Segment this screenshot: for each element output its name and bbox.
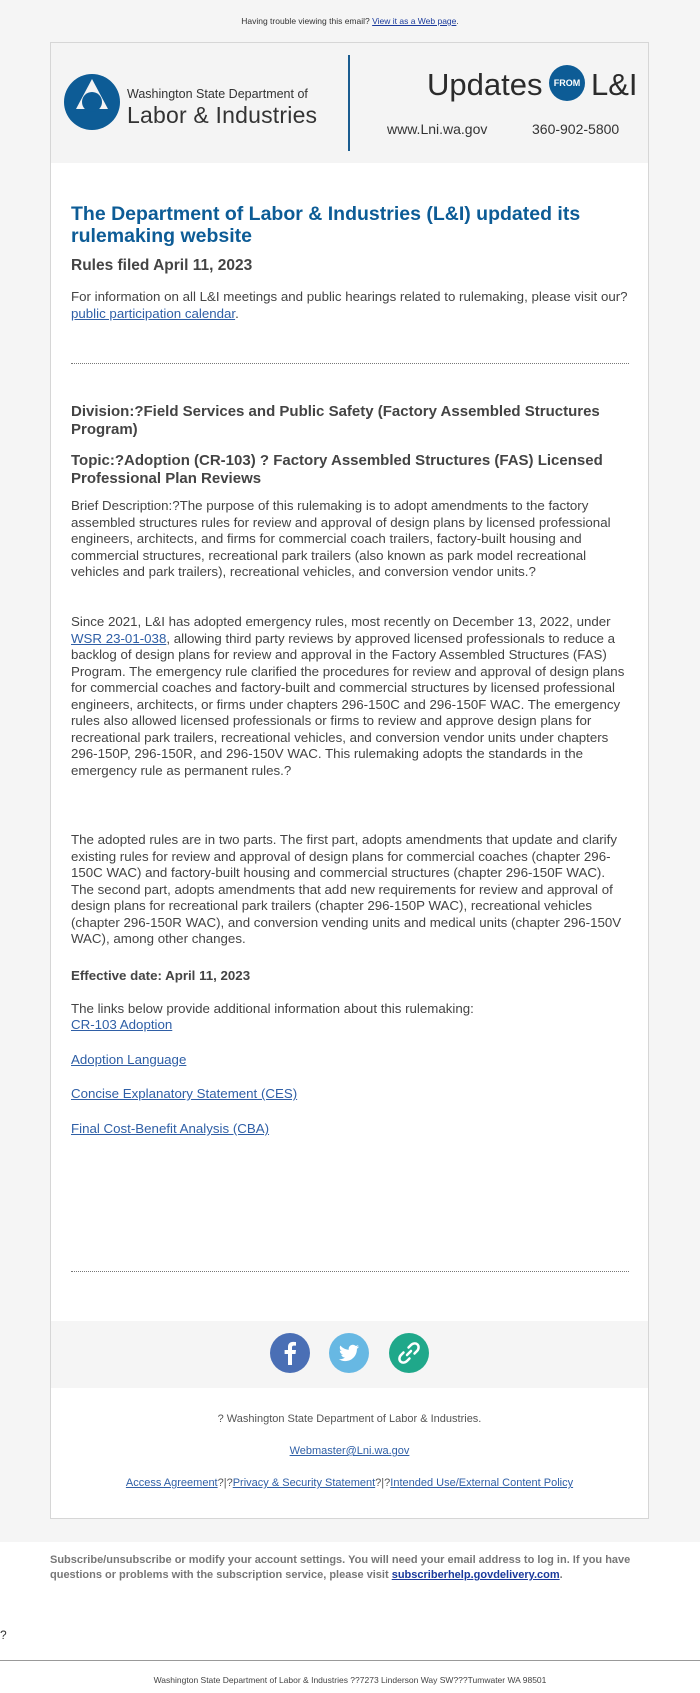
website-text: www.Lni.wa.gov bbox=[387, 121, 488, 137]
lni-title: L&I bbox=[591, 67, 638, 102]
subscription-notice: Subscribe/unsubscribe or modify your account settings. You will need your email address to log in. If you have questions or problems with the subscription service, please visit subscriberhelp.govdelivery.com. bbox=[50, 1554, 631, 1581]
adopted-rules-paragraph: The adopted rules are in two parts. The first part, adopts amendments that update and clarify existing rules for review and approval of design plans for commercial coaches (chapter 296-150C WAC) and factory-built housing and commercial structures (chapter 296-150F WAC). The second part, adopts amendments that add new requirements for review and approval of design plans for recreational park trailers (chapter 296-150P WAC), recreational vehicles (chapter 296-150R WAC), and conversion vending units and medical units (chapter 296-150V WAC), among other changes. bbox=[71, 832, 622, 946]
twitter-icon bbox=[329, 1333, 369, 1373]
facebook-icon bbox=[270, 1333, 310, 1373]
subscriber-help-link[interactable]: subscriberhelp.govdelivery.com bbox=[391, 1569, 560, 1581]
logo-agency-text: Labor & Industries bbox=[127, 102, 318, 128]
view-web-page-link[interactable]: View it as a Web page bbox=[372, 16, 457, 26]
privacy-statement-link[interactable]: Privacy & Security Statement bbox=[232, 1477, 376, 1489]
email-header bbox=[51, 43, 648, 163]
phone-text: 360-902-5800 bbox=[532, 121, 620, 137]
agency-address: Washington State Department of Labor & Industries ??7273 Linderson Way SW???Tumwater WA 98501 bbox=[153, 1675, 547, 1685]
public-participation-calendar-link[interactable]: public participation calendar bbox=[71, 305, 236, 321]
wsr-link[interactable]: WSR 23-01-038 bbox=[71, 630, 167, 646]
webmaster-link[interactable]: Webmaster@Lni.wa.gov bbox=[289, 1445, 410, 1457]
twitter-button[interactable] bbox=[329, 1333, 369, 1373]
copyright: ? Washington State Department of Labor & Industries. bbox=[217, 1413, 482, 1425]
lni-logo-icon bbox=[63, 73, 121, 131]
divider bbox=[71, 363, 629, 364]
stray-character: ? bbox=[0, 1628, 7, 1642]
from-badge: FROM bbox=[549, 65, 585, 101]
rules-filed-heading: Rules filed April 11, 2023 bbox=[71, 257, 253, 274]
link-icon bbox=[389, 1333, 429, 1373]
ces-link[interactable]: Concise Explanatory Statement (CES) bbox=[71, 1086, 298, 1101]
calendar-paragraph: For information on all L&I meetings and public hearings related to rulemaking, please visit our?public participation calendar. bbox=[71, 289, 628, 321]
intended-use-link[interactable]: Intended Use/External Content Policy bbox=[390, 1477, 574, 1489]
division-heading: Division:?Field Services and Public Safety (Factory Assembled Structures Program) bbox=[71, 403, 600, 438]
rulemaking-link-cba bbox=[71, 1121, 629, 1138]
topic-heading: Topic:?Adoption (CR-103) ? Factory Assembled Structures (FAS) Licensed Professional Plan Reviews bbox=[71, 452, 603, 487]
links-intro: The links below provide additional information about this rulemaking: bbox=[71, 1001, 474, 1016]
logo-department-text: Washington State Department of bbox=[127, 87, 308, 101]
cr-103-adoption-link[interactable]: CR-103 Adoption bbox=[71, 1017, 173, 1032]
divider bbox=[71, 1271, 629, 1272]
rulemaking-link-language bbox=[71, 1052, 629, 1069]
effective-date: Effective date: April 11, 2023 bbox=[71, 968, 251, 983]
adoption-language-link[interactable]: Adoption Language bbox=[71, 1052, 187, 1067]
rulemaking-link-cr103 bbox=[71, 1017, 629, 1034]
header-divider bbox=[348, 55, 350, 151]
access-agreement-link[interactable]: Access Agreement bbox=[125, 1477, 218, 1489]
webmaster-row bbox=[51, 1445, 648, 1457]
facebook-button[interactable] bbox=[270, 1333, 310, 1373]
emergency-rules-paragraph: Since 2021, L&I has adopted emergency rules, most recently on December 13, 2022, under WSR 23-01-038, allowing third party reviews by approved licensed professionals to reduce a backlog of design plans for review and approval in the Factory Assembled Structures (FAS) Program. The emergency rule clarified the procedures for review and approval of design plans for commercial coaches and factory-built and commercial structures by licensed professional engineers, architects, or firms under chapters 296-150C and 296-150F WAC. The emergency rules also allowed licensed professionals or firms to review and approve design plans for recreational park trailers, recreational vehicles, and conversion vendor units under chapters 296-150P, 296-150R, and 296-150V WAC. This rulemaking adopts the standards in the emergency rule as permanent rules.? bbox=[71, 614, 625, 778]
intro-section bbox=[71, 203, 629, 247]
rulemaking-link-ces bbox=[71, 1086, 629, 1103]
cba-link[interactable]: Final Cost-Benefit Analysis (CBA) bbox=[71, 1121, 270, 1136]
bottom-divider bbox=[0, 1660, 700, 1661]
brief-description: Brief Description:?The purpose of this rulemaking is to adopt amendments to the factory assembled structures rules for review and approval of design plans by licensed professional engineers, architects, and firms for commercial coach trailers, factory-built housing and commercial structures, recreational park trailers (also known as park model recreational vehicles and park trailers), recreational vehicles, and conversion vendor units.? bbox=[71, 498, 611, 579]
share-link-button[interactable] bbox=[389, 1333, 429, 1373]
page-title: The Department of Labor & Industries (L&I) updated its rulemaking website bbox=[71, 203, 581, 247]
policy-links: Access Agreement?|?Privacy & Security Statement?|?Intended Use/External Content Policy bbox=[125, 1477, 574, 1489]
email-card bbox=[50, 42, 649, 1519]
preheader: Having trouble viewing this email? View it as a Web page. bbox=[241, 16, 459, 26]
updates-title: Updates bbox=[427, 67, 543, 102]
social-bar bbox=[51, 1321, 648, 1388]
